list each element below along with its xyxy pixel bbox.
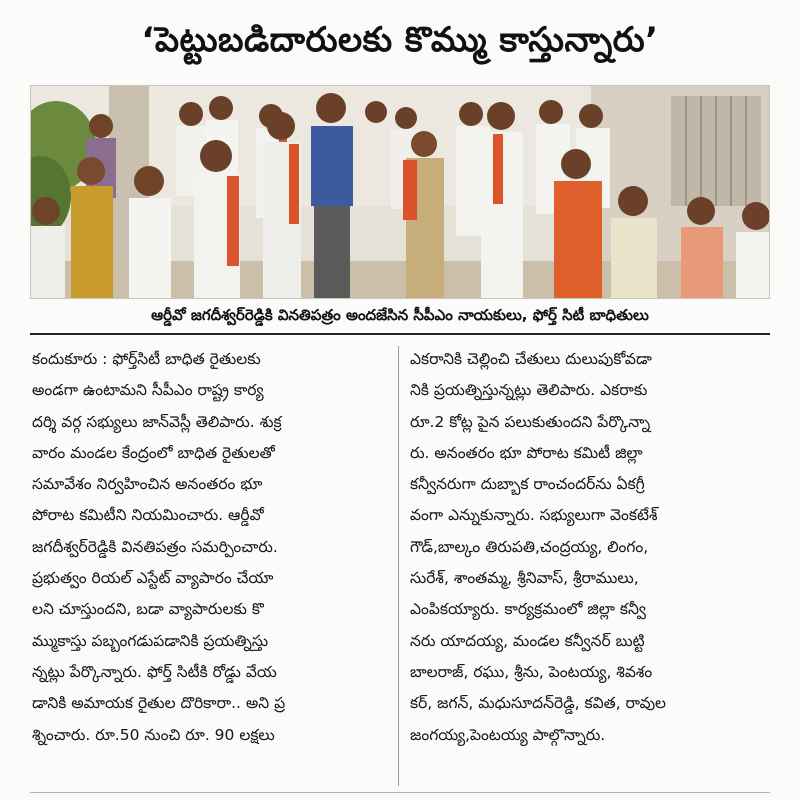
text-line: నరు యాదయ్య, మండల కన్వీనర్ బుట్టి bbox=[410, 631, 645, 650]
column-divider bbox=[398, 346, 399, 786]
group-photo-illustration bbox=[31, 86, 770, 299]
text-line: వంగా ఎన్నుకున్నారు. సభ్యులుగా వెంకటేశ్ bbox=[410, 506, 658, 525]
text-line: రూ.2 కోట్ల పైన పలుకుతుందని పేర్కొన్నా bbox=[410, 412, 651, 431]
text-line: సురేశ్, శాంతమ్మ, శ్రీనివాస్, శ్రీరాములు, bbox=[410, 569, 639, 588]
text-line: కన్వీనరుగా దుబ్బాక రాంచందర్‌ను ఏకగ్రీ bbox=[410, 475, 645, 494]
text-line: జగదీశ్వర్‌రెడ్డికి వినతిపత్రం సమర్పించారు. bbox=[32, 537, 278, 556]
text-line: నికి ప్రయత్నిస్తున్నట్లు తెలిపారు. ఎకరాకు bbox=[410, 381, 648, 400]
text-line: కందుకూరు : ఫోర్త్‌సిటీ బాధిత రైతులకు bbox=[32, 350, 261, 368]
text-line: సమావేశం నిర్వహించిన అనంతరం భూ bbox=[32, 475, 263, 494]
text-line: ఎంపికయ్యారు. కార్యక్రమంలో జిల్లా కన్వీ bbox=[410, 600, 646, 619]
caption-divider bbox=[30, 333, 770, 335]
text-line: మ్ముకాస్తు పబ్బంగడుపడానికి ప్రయత్నిస్తు bbox=[32, 631, 269, 650]
text-line: శ్నించారు. రూ.50 నుంచి రూ. 90 లక్షలు bbox=[32, 725, 275, 744]
news-photo bbox=[30, 85, 770, 299]
text-line: రు. అనంతరం భూ పోరాట కమిటీ జిల్లా bbox=[410, 443, 643, 462]
article-column-left bbox=[32, 344, 390, 751]
text-line: గౌడ్,బాల్కం తిరుపతి,చంద్రయ్య, లింగం, bbox=[410, 537, 649, 556]
bottom-rule bbox=[30, 792, 770, 793]
text-line: లని చూస్తుందని, బడా వ్యాపారులకు కొ bbox=[32, 600, 264, 619]
text-line: డానికి అమాయక రైతుల దొరికారా.. అని ప్ర bbox=[32, 694, 286, 713]
text-line: పోరాట కమిటీని నియమించారు. ఆర్డీవో bbox=[32, 506, 264, 525]
text-line: ప్రభుత్వం రియల్ ఎస్టేట్ వ్యాపారం చేయా bbox=[32, 569, 274, 588]
text-line: జంగయ్య,పెంటయ్య పాల్గొన్నారు. bbox=[410, 725, 606, 744]
text-line: అండగా ఉంటామని సీపీఎం రాష్ట్ర కార్య bbox=[32, 381, 264, 400]
text-line: బాలరాజ్, రఘు, శ్రీను, పెంటయ్య, శివశం bbox=[410, 662, 653, 681]
text-line: వారం మండల కేంద్రంలో బాధిత రైతులతో bbox=[32, 443, 275, 462]
text-line: ఎకరానికి చెల్లించి చేతులు దులుపుకోవడా bbox=[410, 350, 652, 368]
text-line: న్నట్లు పేర్కొన్నారు. ఫోర్త్ సిటీకి రోడ్డు వేయ bbox=[32, 662, 277, 681]
photo-caption: ఆర్డీవో జగదీశ్వర్‌రెడ్డికి వినతిపత్రం అందజేసిన సీపీఎం నాయకులు, ఫోర్త్ సిటీ బాధితులు bbox=[151, 306, 649, 324]
article-column-right bbox=[410, 344, 768, 751]
text-line: దర్శి వర్గ సభ్యులు జాన్‌వెస్లీ తెలిపారు. శుక్ర bbox=[32, 412, 282, 431]
text-line: కర్, జగన్, మధుసూదన్‌రెడ్డి, కవిత, రావుల bbox=[410, 694, 667, 713]
headline: ‘పెట్టుబడిదారులకు కొమ్ము కాస్తున్నారు’ bbox=[141, 20, 659, 60]
